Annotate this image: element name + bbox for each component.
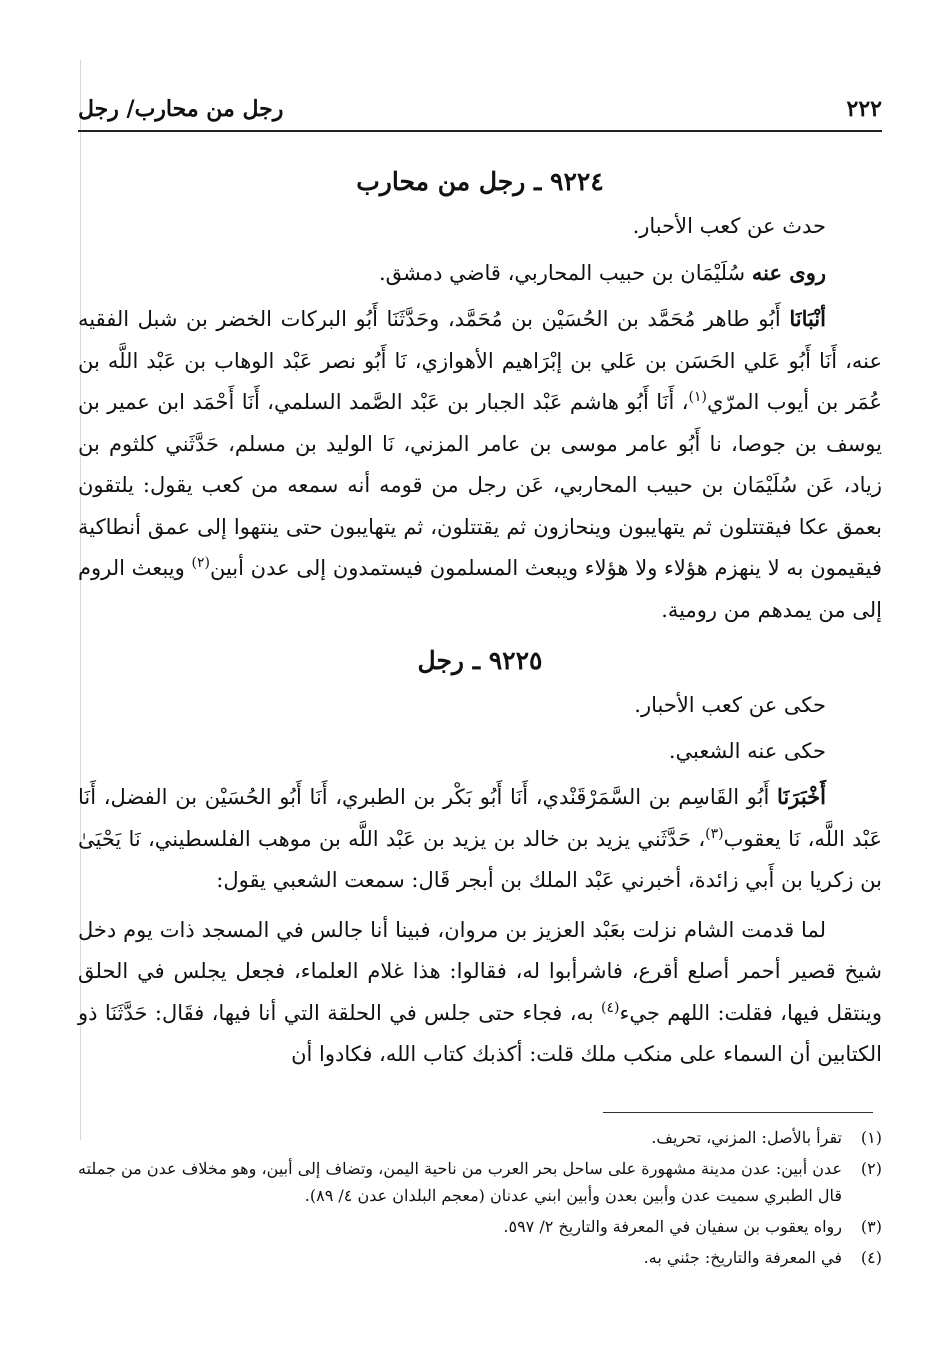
entry-9224-line2 — [78, 252, 882, 295]
entry-9225-line1: حكى عن كعب الأحبار. — [634, 693, 826, 717]
footnote-3 — [78, 1213, 882, 1240]
footnote-number: (١) — [860, 1128, 882, 1147]
isnad-text-part1: أَبُو القَاسِم بن السَّمَرْقَنْدي، أَنَا أَبُو بَكْر بن الطبري، أَنَا أَبُو الحُسَيْن بن الفضل، أَنَا عَبْد اللَّه، نَا يعقوب — [78, 785, 882, 851]
entry-9224-line1: حدث عن كعب الأحبار. — [632, 214, 826, 238]
footnote-number: (٣) — [860, 1217, 882, 1236]
footnote-text: عدن أبين: عدن مدينة مشهورة على ساحل بحر العرب من ناحية اليمن، وتضاف إلى أبين، وهو مخلاف عدن من جملته قال الطبري سميت عدن وأبين بعدن وأبين ابني عدنان (معجم البلدان عدن ٤/ ٨٩). — [78, 1159, 843, 1205]
footnote-4 — [78, 1244, 882, 1271]
footnote-separator — [603, 1112, 873, 1113]
footnote-1 — [78, 1124, 882, 1151]
isnad-text-part3: ويبعث الروم إلى من يمدهم من رومية. — [78, 556, 882, 622]
footnote-text: تقرأ بالأصل: المزني، تحريف. — [651, 1128, 842, 1147]
narrators-label: روى عنه — [751, 259, 826, 285]
footnote-text: في المعرفة والتاريخ: جئني به. — [643, 1248, 842, 1267]
footnote-2 — [78, 1155, 882, 1209]
entry-title-9224: ٩٢٢٤ ـ رجل من محارب — [356, 167, 604, 196]
entry-title-9225: ٩٢٢٥ ـ رجل — [417, 646, 543, 675]
isnad-label: أنْبَانَا — [789, 306, 826, 331]
entry-9225-narrative — [78, 910, 882, 1076]
entry-9225-line2: حكى عنه الشعبي. — [668, 738, 826, 763]
footnote-ref-4[interactable]: (٤) — [601, 999, 620, 1016]
page-number: ٢٢٢ — [846, 96, 882, 122]
running-header — [78, 82, 882, 122]
narrators-text: سُلَيْمَان بن حبيب المحاربي، قاضي دمشق. — [378, 260, 752, 285]
footnote-number: (٢) — [860, 1159, 882, 1178]
isnad-label: أَخْبَرَنَا — [777, 784, 826, 809]
footnote-ref-2[interactable]: (٢) — [191, 555, 210, 571]
entry-9225-isnad — [78, 776, 882, 902]
header-rule — [78, 130, 882, 132]
footnote-ref-3[interactable]: (٣) — [705, 825, 724, 842]
footnote-ref-1[interactable]: (١) — [688, 389, 707, 405]
isnad-text-part2: ، حَدَّثَني يزيد بن خالد بن يزيد بن عَبْد اللَّه بن موهب الفلسطيني، نَا يَحْيَىٰ بن زكريا بن أَبي زائدة، أخبرني عَبْد الملك بن أبجر قَال: سمعت الشعبي يقول: — [78, 826, 882, 892]
running-section-title: رجل من محارب/ رجل — [78, 96, 284, 122]
entry-9224-isnad — [78, 298, 882, 631]
narrative-part2: به، فجاء حتى جلس في الحلقة التي أنا فيها، فقَال: حَدَّثَنَا ذو الكتابين أن السماء على منكب ملك قلت: أكذبك كتاب الله، فكادوا أن — [78, 1000, 882, 1066]
footnotes — [78, 1124, 882, 1275]
isnad-text-part2: ، أَنَا أَبُو هاشم عَبْد الجبار بن عَبْد الصَّمد السلمي، أَنَا أَحْمَد ابن عمير بن يوسف بن جوصا، نا أَبُو عامر موسى بن عامر المزني، نَا الوليد بن مسلم، حَدَّثَني كلثوم بن زياد، عَن سُلَيْمَان بن حبيب المحاربي، عَن رجل من قومه أنه سمعه من كعب يقول: يلتقون بعمق عكا فيقتتلون ثم يتهايبون وينحازون ثم يقتتلون، ثم يتهايبون حتى ينتهوا إلى عمق أنطاكية فيقيمون به لا ينهزم هؤلاء ولا هؤلاء ويبعث المسلمون فيستمدون إلى عدن أبين — [78, 390, 882, 580]
narrative-part1: لما قدمت الشام نزلت بعَبْد العزيز بن مروان، فبينا أنا جالس في المسجد ذات يوم دخل شيخ قصير أحمر أصلع أقرع، فاشرأبوا له، فقالوا: هذا غلام العلماء، فجعل يجلس في الحلق وينتقل فيها، فقلت: اللهم جيء — [78, 917, 882, 1025]
footnote-number: (٤) — [860, 1248, 882, 1267]
main-text — [78, 158, 882, 1080]
isnad-text-part1: أَبُو طاهر مُحَمَّد بن الحُسَيْن بن مُحَمَّد، وحَدَّثَنَا أَبُو البركات الخضر بن شبل الفقيه عنه، أَنَا أَبُو عَلي الحَسَن بن عَلي بن إبْرَاهيم الأهوازي، نَا أَبُو نصر عَبْد الوهاب بن عَبْد اللَّه بن عُمَر بن أيوب المرّي — [78, 307, 882, 414]
footnote-text: رواه يعقوب بن سفيان في المعرفة والتاريخ ٢/ ٥٩٧. — [503, 1217, 842, 1236]
